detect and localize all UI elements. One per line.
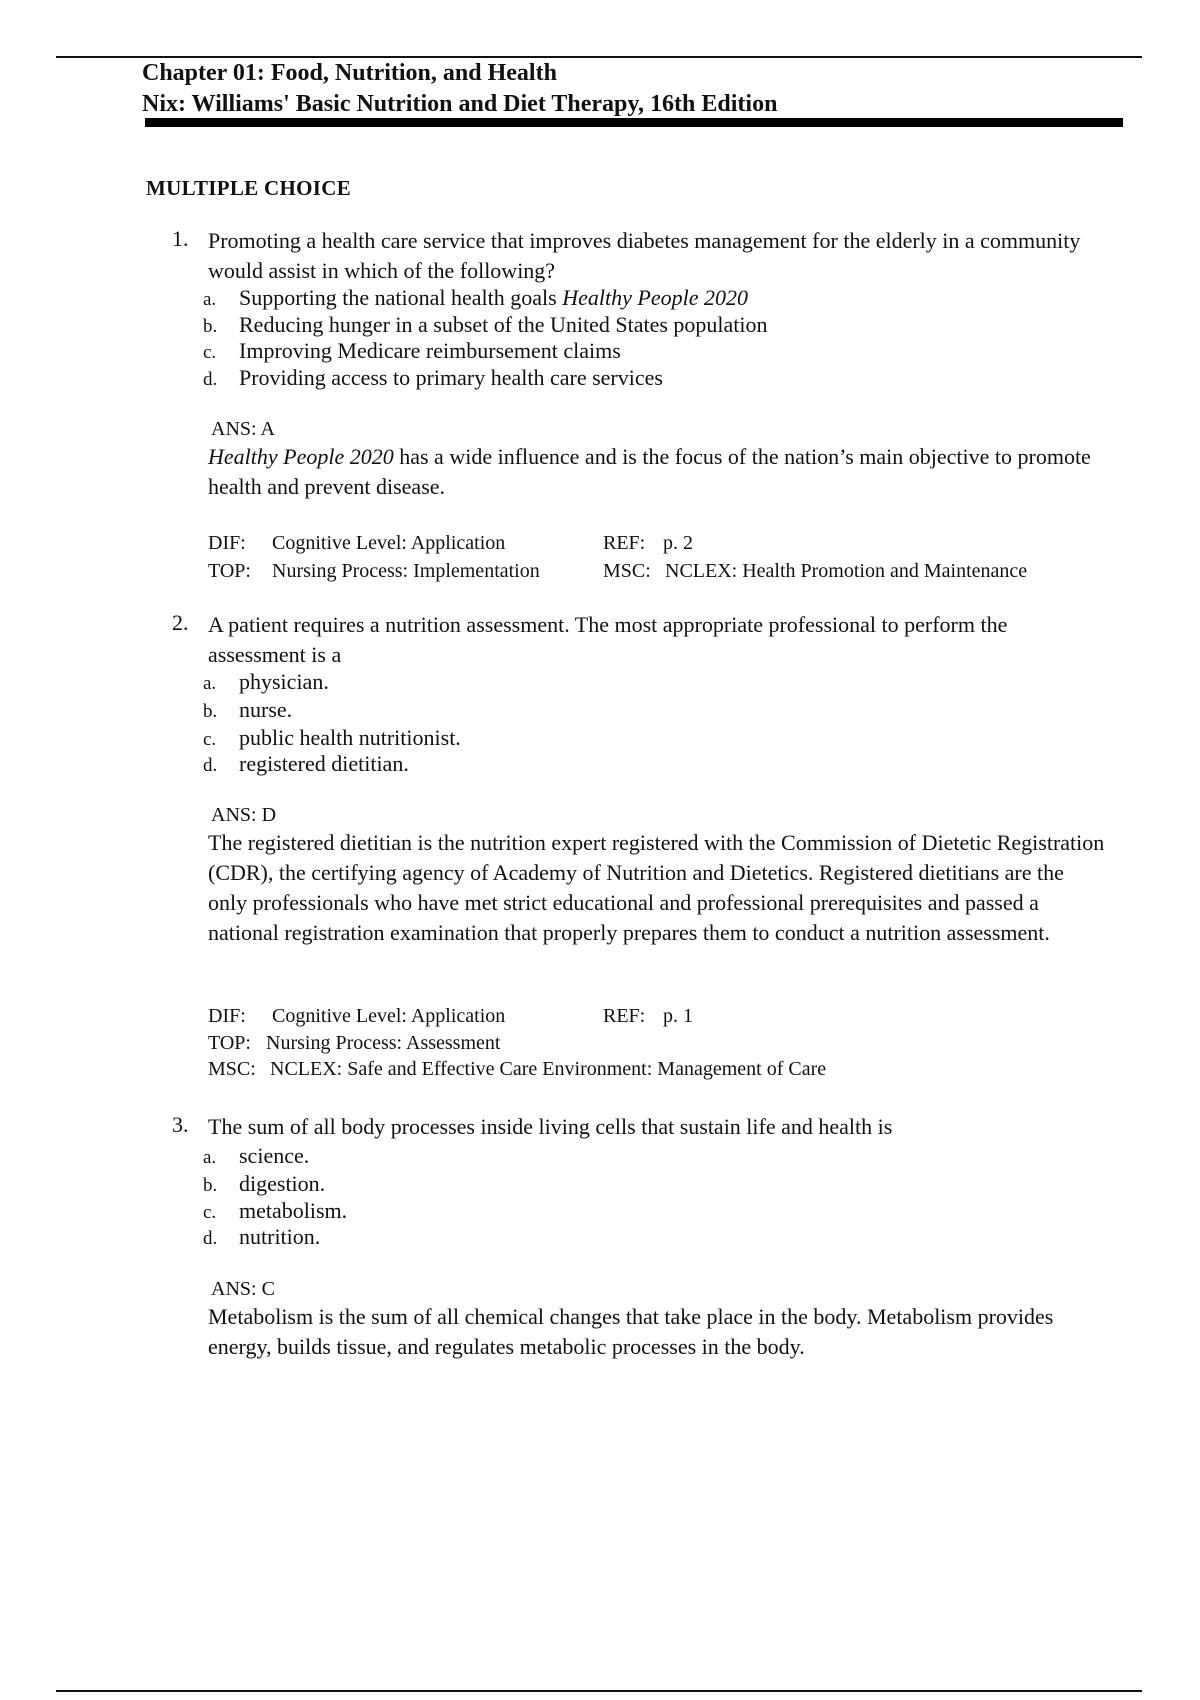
option-text: public health nutritionist.	[239, 725, 461, 750]
option-letter: b.	[203, 316, 218, 337]
option-letter: b.	[203, 701, 218, 722]
answer-label: ANS: D	[211, 804, 277, 826]
option-letter: a.	[203, 1147, 217, 1168]
option-d	[203, 750, 409, 779]
msc-field	[603, 560, 1027, 583]
option-letter: c.	[203, 729, 217, 750]
top-field	[208, 560, 540, 583]
dif-field	[208, 1005, 505, 1028]
top-value: Nursing Process: Implementation	[272, 560, 540, 582]
chapter-title: Chapter 01: Food, Nutrition, and Health	[142, 60, 557, 86]
option-a	[203, 1142, 309, 1171]
dif-field	[208, 532, 505, 555]
ref-value: p. 2	[663, 532, 693, 554]
book-title: Nix: Williams' Basic Nutrition and Diet Therapy, 16th Edition	[142, 91, 778, 117]
rationale-italic: Healthy People 2020	[208, 444, 394, 469]
option-c	[203, 1197, 347, 1226]
question-stem: Promoting a health care service that improves diabetes management for the elderly in a community would assist in which of the following?	[208, 228, 1081, 283]
option-text: Supporting the national health goals	[239, 285, 563, 310]
option-text: Reducing hunger in a subset of the United States population	[239, 312, 768, 337]
ref-value: p. 1	[663, 1005, 693, 1027]
option-d	[203, 1223, 320, 1252]
question-number: 2.	[172, 610, 189, 635]
dif-value: Cognitive Level: Application	[272, 532, 506, 554]
answer-label: ANS: A	[211, 418, 275, 440]
question-number: 3.	[172, 1112, 189, 1137]
option-text: registered dietitian.	[239, 751, 409, 776]
option-letter: d.	[203, 369, 218, 390]
dif-key: DIF:	[208, 532, 246, 554]
dif-key: DIF:	[208, 1005, 246, 1027]
option-text: physician.	[239, 669, 329, 694]
option-italic-text: Healthy People 2020	[562, 285, 748, 310]
msc-key: MSC:	[208, 1058, 256, 1080]
msc-field	[208, 1058, 826, 1081]
option-text: metabolism.	[239, 1198, 348, 1223]
msc-key: MSC:	[603, 560, 651, 582]
option-b	[203, 311, 768, 340]
option-text: science.	[239, 1143, 310, 1168]
option-text: Improving Medicare reimbursement claims	[239, 338, 621, 363]
ref-key: REF:	[603, 1005, 646, 1027]
ref-field	[603, 532, 693, 555]
top-value: Nursing Process: Assessment	[266, 1032, 501, 1054]
answer-label: ANS: C	[211, 1278, 275, 1300]
ref-field	[603, 1005, 693, 1028]
page-header	[142, 58, 777, 120]
option-b	[203, 1170, 325, 1199]
rationale	[208, 442, 1108, 502]
question-number: 1.	[172, 226, 189, 251]
bottom-rule	[56, 1690, 1142, 1692]
rationale-text: has a wide influence and is the focus of the nation’s main objective to promote health and prevent disease.	[208, 444, 1091, 499]
ref-key: REF:	[603, 532, 646, 554]
option-text: Providing access to primary health care services	[239, 365, 663, 390]
top-field	[208, 1032, 500, 1055]
option-letter: a.	[203, 289, 217, 310]
top-key: TOP:	[208, 1032, 251, 1054]
option-letter: c.	[203, 342, 217, 363]
header-bar	[145, 118, 1123, 127]
msc-value: NCLEX: Safe and Effective Care Environment: Management of Care	[270, 1058, 827, 1080]
option-letter: c.	[203, 1202, 217, 1223]
option-letter: d.	[203, 755, 218, 776]
option-a	[203, 668, 329, 697]
rationale: Metabolism is the sum of all chemical changes that take place in the body. Metabolism provides energy, builds tissue, and regulates metabolic processes in the body.	[208, 1304, 1054, 1359]
section-heading: MULTIPLE CHOICE	[146, 176, 352, 200]
msc-value: NCLEX: Health Promotion and Maintenance	[665, 560, 1028, 582]
option-c	[203, 337, 621, 366]
option-text: digestion.	[239, 1171, 326, 1196]
dif-value: Cognitive Level: Application	[272, 1005, 506, 1027]
top-key: TOP:	[208, 560, 251, 582]
option-a	[203, 284, 748, 313]
question-stem: A patient requires a nutrition assessment. The most appropriate professional to perform the assessment is a	[208, 612, 1008, 667]
rationale: The registered dietitian is the nutrition expert registered with the Commission of Dietetic Registration (CDR), the certifying agency of Academy of Nutrition and Dietetics. Registered dietitians are the only professionals who have met strict educational and professional prerequisites and passed a national registration examination that properly prepares them to conduct a nutrition assessment.	[208, 830, 1105, 945]
question-stem: The sum of all body processes inside living cells that sustain life and health is	[208, 1114, 893, 1139]
option-text: nurse.	[239, 697, 293, 722]
option-letter: b.	[203, 1175, 218, 1196]
option-text: nutrition.	[239, 1224, 321, 1249]
option-c	[203, 724, 461, 753]
option-d	[203, 364, 663, 393]
option-b	[203, 696, 292, 725]
option-letter: a.	[203, 673, 217, 694]
option-letter: d.	[203, 1228, 218, 1249]
